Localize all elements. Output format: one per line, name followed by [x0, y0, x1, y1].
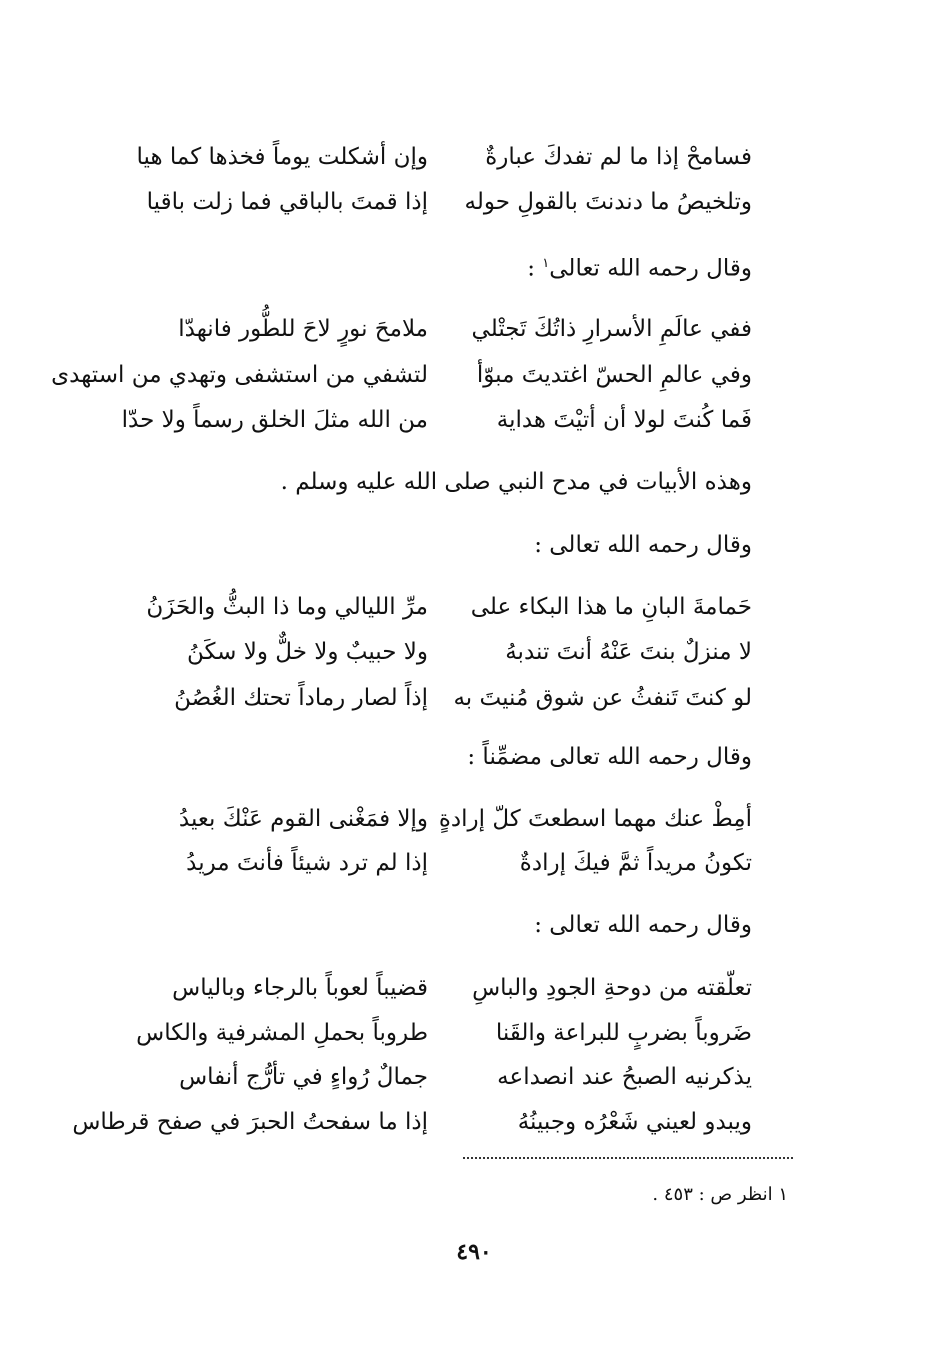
verse-first-hemistich: وفي عالمِ الحسّ اغتديتَ مبوّأ [476, 362, 752, 388]
verse-second-hemistich: وإن أشكلت يوماً فخذها كما هيا [136, 144, 428, 170]
page-number: ٤٩٠ [456, 1239, 492, 1265]
verse-first-hemistich: فَما كُنتَ لولا أن أتيْتَ هداية [496, 407, 752, 433]
verse-first-hemistich: وتلخيصُ ما دندنتَ بالقولِ حوله [464, 189, 752, 215]
poem-intro: وقال رحمه الله تعالى : [534, 912, 752, 938]
footnote-ref: ١ [542, 256, 550, 271]
verse-second-hemistich: إذا ما سفحتُ الحبرَ في صفح قرطاس [72, 1109, 428, 1135]
verse-second-hemistich: إذا قمتَ بالباقي فما زلت باقيا [146, 189, 428, 215]
verse-second-hemistich: ولا حبيبٌ ولا خلٌّ ولا سكَنُ [186, 639, 428, 665]
verse-second-hemistich: لتشفي من استشفى وتهدي من استهدى [51, 362, 428, 388]
footnote [652, 1183, 788, 1207]
verse-first-hemistich: لو كنتَ تَنفثُ عن شوق مُنيتَ به [453, 685, 752, 711]
verse-first-hemistich: فسامحْ إذا ما لم تفدكَ عبارةٌ [485, 144, 752, 170]
verse-first-hemistich: لا منزلٌ بنتَ عَنْهُ أنتَ تندبهُ [505, 639, 752, 665]
verse-second-hemistich: طروباً بحملِ المشرفية والكاس [136, 1020, 428, 1046]
verse-second-hemistich: جمالٌ رُواءٍ في تأرُّج أنفاس [179, 1064, 428, 1090]
verse-first-hemistich: حَمامةَ البانِ ما هذا البكاء على [470, 594, 752, 620]
verse-second-hemistich: ملامحَ نورٍ لاحَ للطُّور فانهدّا [178, 316, 428, 342]
footnote-text: انظر ص : ٤٥٣ . [652, 1184, 773, 1205]
poem-intro: وقال رحمه الله تعالى$^١$ : [527, 255, 752, 282]
verse-first-hemistich: تعلّقته من دوحةِ الجودِ والباسِ [472, 975, 752, 1001]
footnote-number: ١ [778, 1184, 788, 1205]
verse-first-hemistich: يذكرنيه الصبحُ عند انصداعه [497, 1064, 752, 1090]
verse-first-hemistich: ضَروباً بضربٍ للبراعة والقَنا [495, 1020, 752, 1046]
verse-second-hemistich: قضيباً لعوباً بالرجاء وبالياس [172, 975, 428, 1001]
verse-first-hemistich: تكونُ مريداً ثمَّ فيكَ إرادةٌ [519, 850, 752, 876]
verse-first-hemistich: أمِطْ عنك مهما اسطعتَ كلّ إرادةٍ [438, 806, 752, 832]
verse-second-hemistich: من الله مثلَ الخلق رسماً ولا حدّا [121, 407, 428, 433]
verse-second-hemistich: إذا لم ترد شيئاً فأنتَ مريدُ [186, 850, 428, 876]
verse-second-hemistich: مرِّ الليالي وما ذا البثُّ والحَزَنُ [146, 594, 428, 620]
verse-first-hemistich: ففي عالَمِ الأسرارِ ذاتُكَ تَجتْلي [471, 316, 752, 342]
footnote-separator [463, 1157, 793, 1159]
poem-intro: وقال رحمه الله تعالى مضمِّناً : [467, 744, 752, 770]
poem-intro: وقال رحمه الله تعالى : [534, 532, 752, 558]
verse-second-hemistich: وإلا فمَغْنى القوم عَنْكَ بعيدُ [178, 806, 428, 832]
poem-note: وهذه الأبيات في مدح النبي صلى الله عليه وسلم . [280, 469, 752, 495]
verse-first-hemistich: ويبدو لعيني شَعْرُه وجبينُهُ [517, 1109, 752, 1135]
verse-second-hemistich: إذاً لصار رماداً تحتك الغُصُنُ [174, 685, 428, 711]
